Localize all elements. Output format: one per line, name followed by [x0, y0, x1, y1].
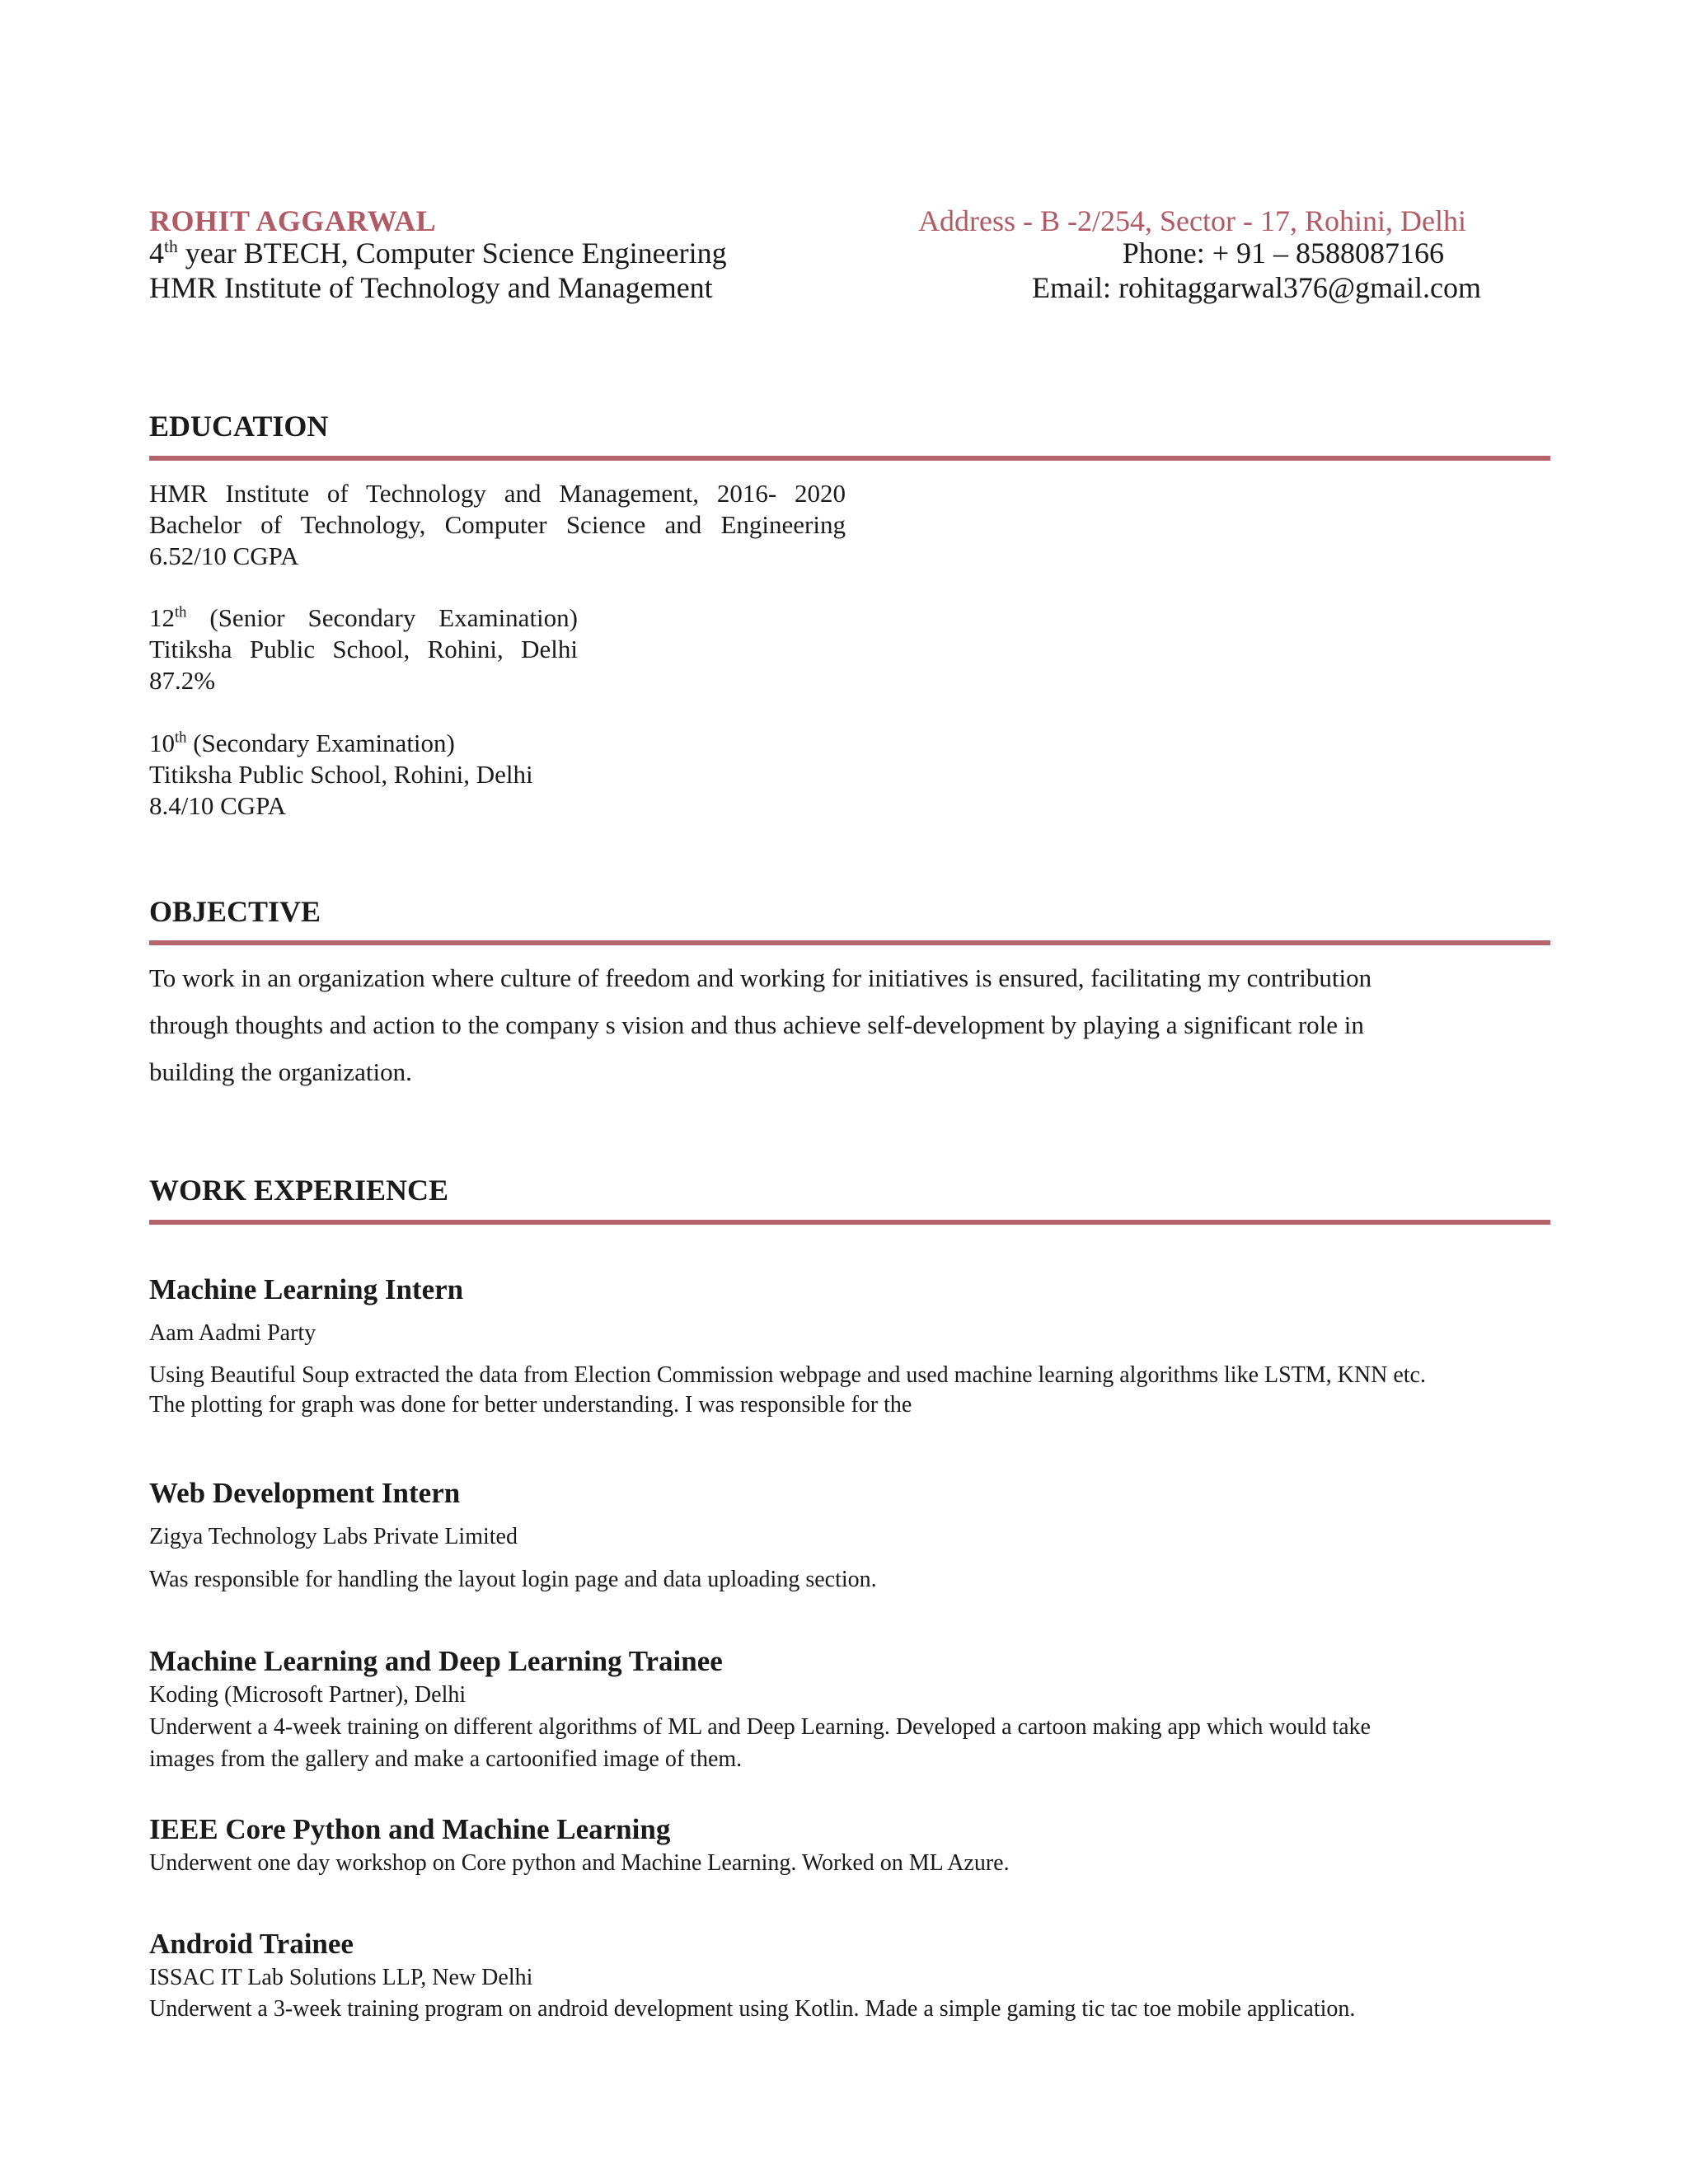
- edu-exam: (Senior Secondary Examination): [186, 603, 578, 632]
- job-desc: [149, 1848, 1010, 1879]
- education-title: EDUCATION: [149, 410, 329, 443]
- job-desc-line: Was responsible for handling the layout login page and data uploading section.: [149, 1567, 877, 1592]
- address: Address - B -2/254, Sector - 17, Rohini, Delhi: [918, 204, 1466, 237]
- edu-line: HMR Institute of Technology and Management, 2016- 2020: [149, 479, 846, 508]
- edu-line: 8.4/10 CGPA: [149, 791, 286, 820]
- job-desc-line: images from the gallery and make a cartoonified image of them.: [149, 1746, 743, 1772]
- edu-line: 6.52/10 CGPA: [149, 541, 299, 570]
- job-org: Koding (Microsoft Partner), Delhi: [149, 1682, 467, 1708]
- edu-grade: 10: [149, 729, 175, 757]
- objective-line: through thoughts and action to the company s vision and thus achieve self-development by playing a significant role in: [149, 1010, 1364, 1039]
- edu-line: Bachelor of Technology, Computer Science and Engineering: [149, 510, 846, 539]
- job-title: Android Trainee: [149, 1928, 354, 1960]
- education-entry-college: [149, 478, 846, 572]
- degree-sup: th: [164, 237, 178, 256]
- job-title: Web Development Intern: [149, 1477, 461, 1509]
- job-android-trainee: [149, 1928, 1355, 2025]
- job-ieee-workshop: [149, 1813, 1010, 1879]
- objective-title: OBJECTIVE: [149, 895, 321, 928]
- job-ml-dl-trainee: [149, 1645, 1371, 1775]
- education-entry-10th: [149, 728, 533, 822]
- objective-line: To work in an organization where culture of freedom and working for initiatives is ensured, facilitating my contribution: [149, 963, 1372, 992]
- objective-line: building the organization.: [149, 1057, 412, 1086]
- edu-sup: th: [175, 729, 187, 747]
- edu-head: [149, 602, 578, 634]
- job-desc-line: The plotting for graph was done for better understanding. I was responsible for the: [149, 1392, 912, 1418]
- email-link[interactable]: Email: rohitaggarwal376@gmail.com: [1031, 271, 1481, 304]
- edu-grade: 12: [149, 603, 175, 632]
- job-org: ISSAC IT Lab Solutions LLP, New Delhi: [149, 1965, 533, 1990]
- institute-line: HMR Institute of Technology and Management: [149, 271, 713, 304]
- objective-divider: [149, 940, 1550, 945]
- phone: Phone: + 91 – 8588087166: [1122, 237, 1444, 269]
- job-ml-intern: [149, 1273, 1426, 1420]
- edu-line: 87.2%: [149, 666, 216, 695]
- edu-head: [149, 728, 533, 759]
- job-title: IEEE Core Python and Machine Learning: [149, 1813, 671, 1845]
- job-desc-line: Underwent a 4-week training on different algorithms of ML and Deep Learning. Developed a cartoon making app which would take: [149, 1714, 1371, 1740]
- job-org: Zigya Technology Labs Private Limited: [149, 1524, 518, 1549]
- candidate-name: ROHIT AGGARWAL: [149, 204, 437, 237]
- job-desc-line: Using Beautiful Soup extracted the data from Election Commission webpage and used machine learning algorithms like LSTM, KNN etc.: [149, 1362, 1426, 1388]
- job-desc: [149, 1564, 877, 1596]
- education-divider: [149, 456, 1550, 461]
- edu-line: Titiksha Public School, Rohini, Delhi: [149, 635, 578, 663]
- degree-line: [149, 237, 727, 269]
- job-org: Aam Aadmi Party: [149, 1320, 316, 1346]
- job-desc-line: Underwent one day workshop on Core python and Machine Learning. Worked on ML Azure.: [149, 1850, 1010, 1876]
- objective-text: [149, 954, 1372, 1095]
- job-title: Machine Learning and Deep Learning Trainee: [149, 1645, 723, 1677]
- degree-text: year BTECH, Computer Science Engineering: [177, 237, 727, 269]
- job-desc-line: Underwent a 3-week training program on android development using Kotlin. Made a simple gaming tic tac toe mobile application.: [149, 1996, 1356, 2022]
- job-title: Machine Learning Intern: [149, 1273, 464, 1305]
- job-desc: [149, 1994, 1355, 2025]
- degree-year: 4: [149, 237, 164, 269]
- job-desc: [149, 1711, 1371, 1775]
- work-experience-divider: [149, 1220, 1550, 1225]
- work-experience-title: WORK EXPERIENCE: [149, 1174, 449, 1207]
- education-entry-12th: [149, 602, 578, 696]
- edu-sup: th: [175, 603, 187, 621]
- job-web-intern: [149, 1477, 877, 1596]
- edu-exam: (Secondary Examination): [186, 729, 455, 757]
- edu-line: Titiksha Public School, Rohini, Delhi: [149, 760, 533, 789]
- job-desc: [149, 1361, 1426, 1420]
